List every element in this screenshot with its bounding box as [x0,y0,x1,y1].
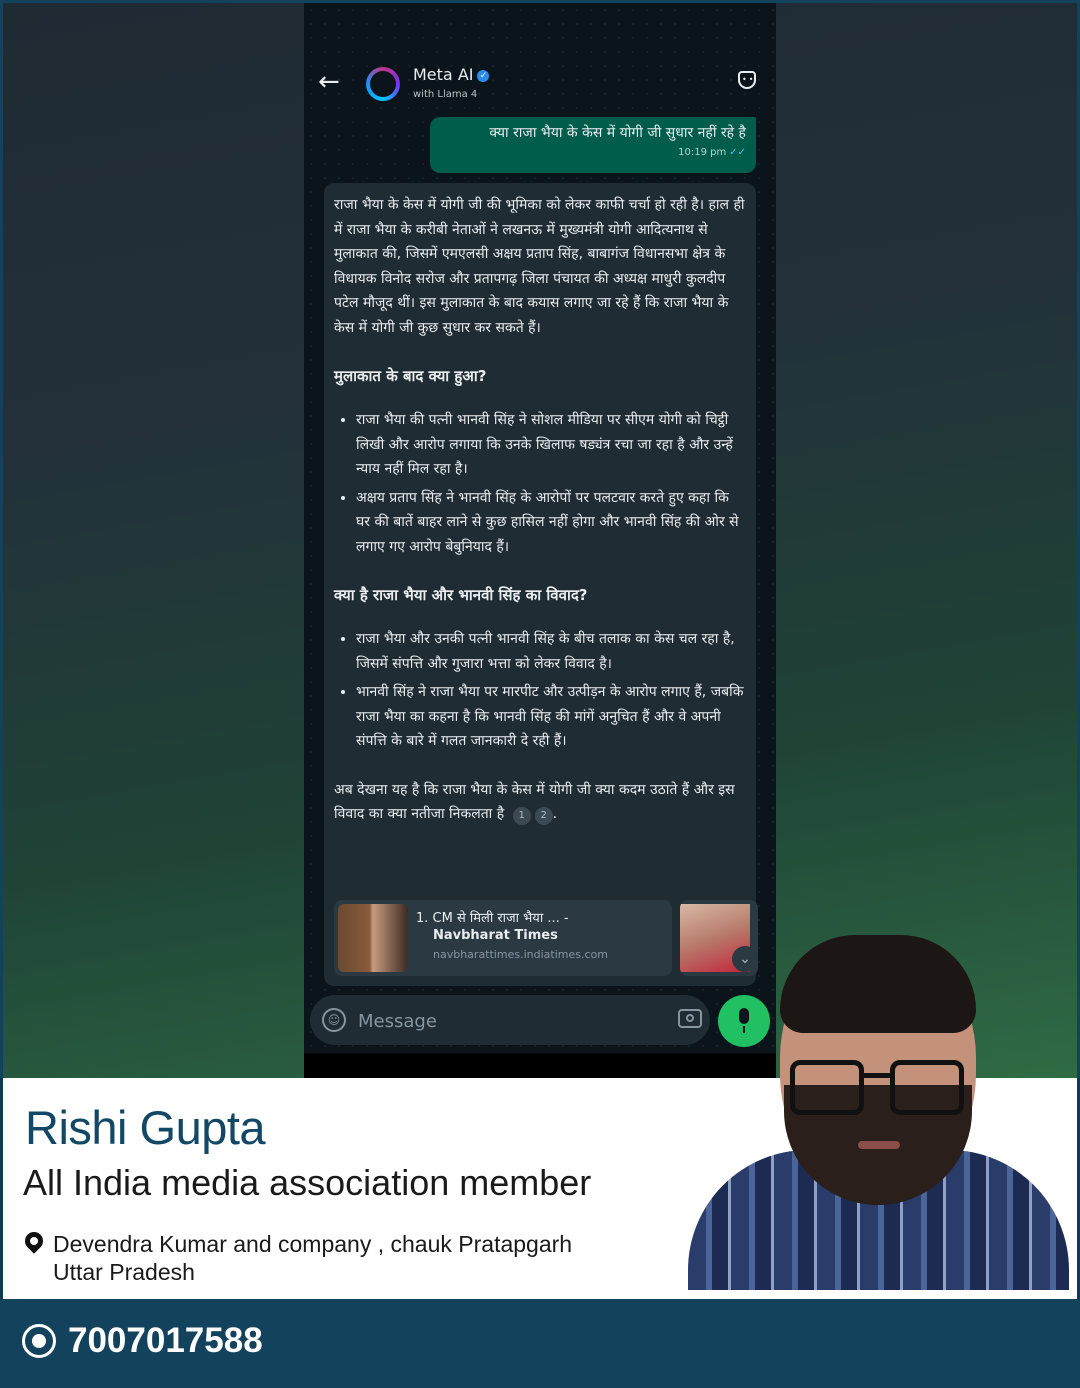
scroll-down-icon[interactable]: ⌄ [732,946,758,972]
address-line-1: Devendra Kumar and company , chauk Pratapgarh [53,1231,573,1257]
contact-subtitle: with Llama 4 [413,89,478,100]
contact-footer [0,1299,1080,1388]
reply-intro: राजा भैया के केस में योगी जी की भूमिका को लेकर काफी चर्चा हो रही है। हाल ही में राजा भैया के करीबी नेताओं ने लखनऊ में मुख्यमंत्री योगी आदित्यनाथ से मुलाकात की, जिसमें एमएलसी अक्षय प्रताप सिंह, बाबागंज विधानसभा क्षेत्र के विधायक विनोद सरोज और प्रतापगढ़ जिला पंचायत की अध्यक्ष माधुरी कुलदीप पटेल मौजूद थीं। इस मुलाकात के बाद कयास लगाए जा रहे हैं कि राजा भैया के केस में योगी जी कुछ सुधार कर सकते हैं। [334,197,745,336]
contact-name[interactable] [413,65,489,84]
mask-icon[interactable]: •• [738,71,756,89]
message-input[interactable] [356,1007,660,1035]
photo-glasses-right [890,1060,964,1115]
verified-badge-icon: ✓ [477,70,489,82]
profile-role: All India media association member [23,1162,592,1203]
list-item: • अक्षय प्रताप सिंह ने भानवी सिंह के आरोपों पर पलटवार करते हुए कहा कि घर की बातें बाहर लाने से कुछ हासिल नहीं होगा और भानवी सिंह की ओर से लगाए गए आरोप बेबुनियाद हैं। [356,486,746,560]
double-check-icon: ✓✓ [729,147,746,158]
profile-name: Rishi Gupta [25,1101,266,1154]
source-title: 1. CM से मिली राजा भैया ... - [416,911,569,926]
source-url: navbharattimes.indiatimes.com [433,948,608,961]
reply-list-1 [334,408,746,559]
photo-hair [780,935,976,1033]
sent-time: 10:19 pm [678,147,727,158]
sent-message-bubble[interactable] [430,117,756,173]
reply-outro [334,778,746,827]
whatsapp-icon [22,1324,56,1358]
ai-reply-bubble[interactable] [324,183,756,986]
address-line-2: Uttar Pradesh [53,1259,195,1285]
photo-glasses-bridge [862,1073,892,1078]
photo-mouth [858,1141,900,1149]
list-item: • राजा भैया की पत्नी भानवी सिंह ने सोशल मीडिया पर सीएम योगी को चिट्ठी लिखी और आरोप लगाया कि उनके खिलाफ षड्यंत्र रचा जा रहा है और उन्हें न्याय नहीं मिल रहा है। [356,408,746,482]
reply-outro-text: अब देखना यह है कि राजा भैया के केस में योगी जी क्या कदम उठाते हैं और इस विवाद का क्या नतीजा निकलता है [334,781,735,822]
chat-header [304,51,776,121]
profile-photo [688,935,1069,1290]
sent-message-meta [440,147,746,158]
photo-glasses-left [790,1060,864,1115]
list-item: • राजा भैया और उनकी पत्नी भानवी सिंह के बीच तलाक का केस चल रहा है, जिसमें संपत्ति और गुजारा भत्ता को लेकर विवाद है। [356,627,746,676]
reply-heading-1: मुलाकात के बाद क्या हुआ? [334,367,487,385]
citation-badge[interactable]: 1 [513,807,531,825]
phone-number[interactable]: 7007017588 [68,1321,263,1360]
source-publisher: Navbharat Times [433,928,558,943]
location-pin-icon [21,1228,46,1253]
message-bar [310,995,710,1045]
profile-address [53,1230,572,1286]
sent-message-text: क्या राजा भैया के केस में योगी जी सुधार नहीं रहे है [489,125,746,141]
emoji-icon[interactable]: ☺ [322,1008,346,1032]
back-arrow-icon[interactable]: ← [318,67,340,97]
contact-name-text: Meta AI [413,65,474,84]
source-thumbnail [338,904,408,972]
list-item: • भानवी सिंह ने राजा भैया पर मारपीट और उत्पीड़न के आरोप लगाए हैं, जबकि राजा भैया का कहना है कि भानवी सिंह की मांगें अनुचित हैं और वे अपनी संपत्ति के बारे में गलत जानकारी दे रही हैं। [356,680,746,754]
citation-badge[interactable]: 2 [535,807,553,825]
phone-screenshot [304,3,776,1078]
reply-period: . [552,806,558,822]
source-card[interactable] [334,900,672,976]
meta-ai-avatar[interactable] [366,67,400,101]
reply-list-2 [334,627,746,754]
reply-heading-2: क्या है राजा भैया और भानवी सिंह का विवाद? [334,586,588,604]
